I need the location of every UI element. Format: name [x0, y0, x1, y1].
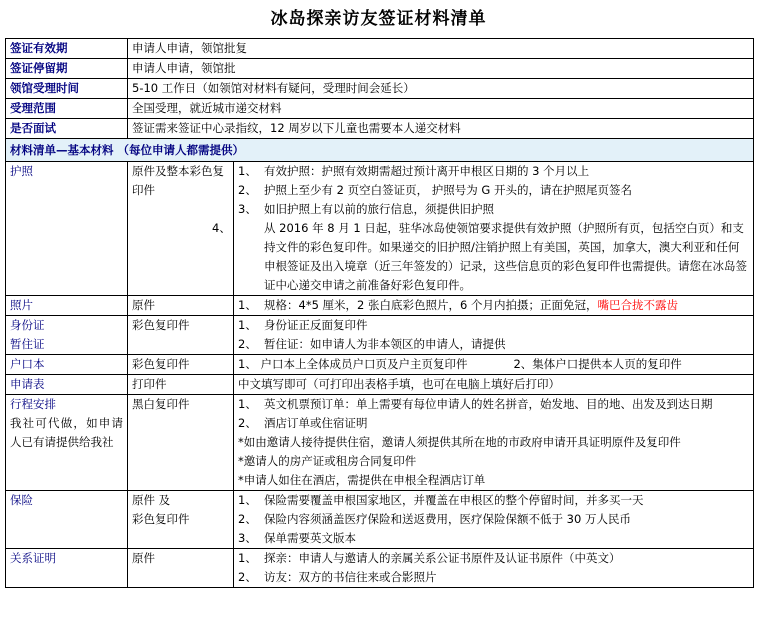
items-itinerary	[234, 395, 754, 491]
list-item: 1、 英文机票预订单：单上需要有每位申请人的姓名拼音，始发地、目的地、出发及到达日期	[238, 397, 713, 411]
label-id-card: 身份证 暂住证	[6, 316, 128, 355]
label-insurance: 保险	[6, 491, 128, 549]
type-hukou: 彩色复印件	[128, 355, 234, 375]
row-passport	[6, 162, 754, 296]
label-form: 申请表	[6, 375, 128, 395]
items-insurance	[234, 491, 754, 549]
label-scope: 受理范围	[6, 99, 128, 119]
label-stay: 签证停留期	[6, 59, 128, 79]
list-item: 1、 探亲：申请人与邀请人的亲属关系公证书原件及认证书原件（中英文）	[238, 551, 621, 565]
type-form: 打印件	[128, 375, 234, 395]
value-scope: 全国受理，就近城市递交材料	[128, 99, 754, 119]
checklist-table	[5, 38, 754, 588]
row-relation	[6, 549, 754, 588]
list-item: *申请人如住在酒店，需提供在申根全程酒店订单	[238, 473, 486, 487]
value-interview: 签证需来签证中心录指纹，12 周岁以下儿童也需要本人递交材料	[128, 119, 754, 139]
page-title: 冰岛探亲访友签证材料清单	[270, 9, 487, 29]
type-photo: 原件	[128, 296, 234, 316]
row-itinerary	[6, 395, 754, 491]
row-insurance	[6, 491, 754, 549]
items-relation	[234, 549, 754, 588]
value-processing-time: 5-10 工作日（如领馆对材料有疑问，受理时间会延长）	[128, 79, 754, 99]
type-insurance: 原件 及 彩色复印件	[128, 491, 234, 549]
label-passport: 护照	[6, 162, 128, 296]
label-processing-time: 领馆受理时间	[6, 79, 128, 99]
row-photo	[6, 296, 754, 316]
items-form: 中文填写即可（可打印出表格手填，也可在电脑上填好后打印）	[234, 375, 754, 395]
section-header: 材料清单—基本材料 （每位申请人都需提供）	[6, 139, 754, 162]
value-stay: 申请人申请，领馆批	[128, 59, 754, 79]
row-scope	[6, 99, 754, 119]
value-validity: 申请人申请，领馆批复	[128, 39, 754, 59]
list-item: 1、 保险需要覆盖申根国家地区，并覆盖在申根区的整个停留时间，并多买一天	[238, 493, 644, 507]
items-hukou: 1、 户口本上全体成员户口页及户主页复印件 2、集体户口提供本人页的复印件	[234, 355, 754, 375]
items-id-card	[234, 316, 754, 355]
row-processing-time	[6, 79, 754, 99]
row-id-card	[6, 316, 754, 355]
items-photo: 1、 规格：4*5 厘米，2 张白底彩色照片，6 个月内拍摄；正面免冠，嘴巴合拢不露齿	[234, 296, 754, 316]
list-item: *邀请人的房产证或租房合同复印件	[238, 454, 417, 468]
row-stay	[6, 59, 754, 79]
list-item: 4、 从 2016 年 8 月 1 日起，驻华冰岛使领馆要求提供有效护照（护照所有页，包括空白页）和支持文件的彩色复印件。如果递交的旧护照/注销护照上有美国，英国，加拿大，澳大利亚和任何申根签证及出入境章（近三年签发的）记录，这些信息页的彩色复印件也需提供。请您在冰岛签证中心递交申请之前准备好彩色复印件。	[212, 221, 747, 292]
label-relation: 关系证明	[6, 549, 128, 588]
list-item: 1、 身份证正反面复印件	[238, 318, 368, 332]
type-itinerary: 黑白复印件	[128, 395, 234, 491]
type-passport: 原件及整本彩色复印件	[128, 162, 234, 296]
list-item: 2、 保险内容须涵盖医疗保险和送返费用，医疗保险保额不低于 30 万人民币	[238, 512, 631, 526]
row-hukou	[6, 355, 754, 375]
list-item: 2、 访友：双方的书信往来或合影照片	[238, 570, 437, 584]
list-item: *如由邀请人接待提供住宿，邀请人须提供其所在地的市政府申请开具证明原件及复印件	[238, 435, 681, 449]
type-relation: 原件	[128, 549, 234, 588]
row-interview	[6, 119, 754, 139]
label-photo: 照片	[6, 296, 128, 316]
items-passport	[212, 162, 754, 296]
list-item: 2、 暂住证：如申请人为非本领区的申请人，请提供	[238, 337, 506, 351]
row-form	[6, 375, 754, 395]
label-validity: 签证有效期	[6, 39, 128, 59]
label-hukou: 户口本	[6, 355, 128, 375]
list-item: 2、 酒店订单或住宿证明	[238, 416, 368, 430]
label-itinerary: 行程安排 我社可代做，如申请人已有请提供给我社	[6, 395, 128, 491]
type-id-card: 彩色复印件	[128, 316, 234, 355]
list-item: 3、 如旧护照上有以前的旅行信息，须提供旧护照	[238, 202, 494, 216]
photo-warning: 嘴巴合拢不露齿	[597, 298, 678, 312]
row-validity	[6, 39, 754, 59]
list-item: 2、 护照上至少有 2 页空白签证页， 护照号为 G 开头的，请在护照尾页签名	[238, 183, 633, 197]
list-item: 3、 保单需要英文版本	[238, 531, 356, 545]
label-interview: 是否面试	[6, 119, 128, 139]
list-item: 1、 有效护照：护照有效期需超过预计离开申根区日期的 3 个月以上	[238, 164, 590, 178]
section-header-row	[6, 139, 754, 162]
